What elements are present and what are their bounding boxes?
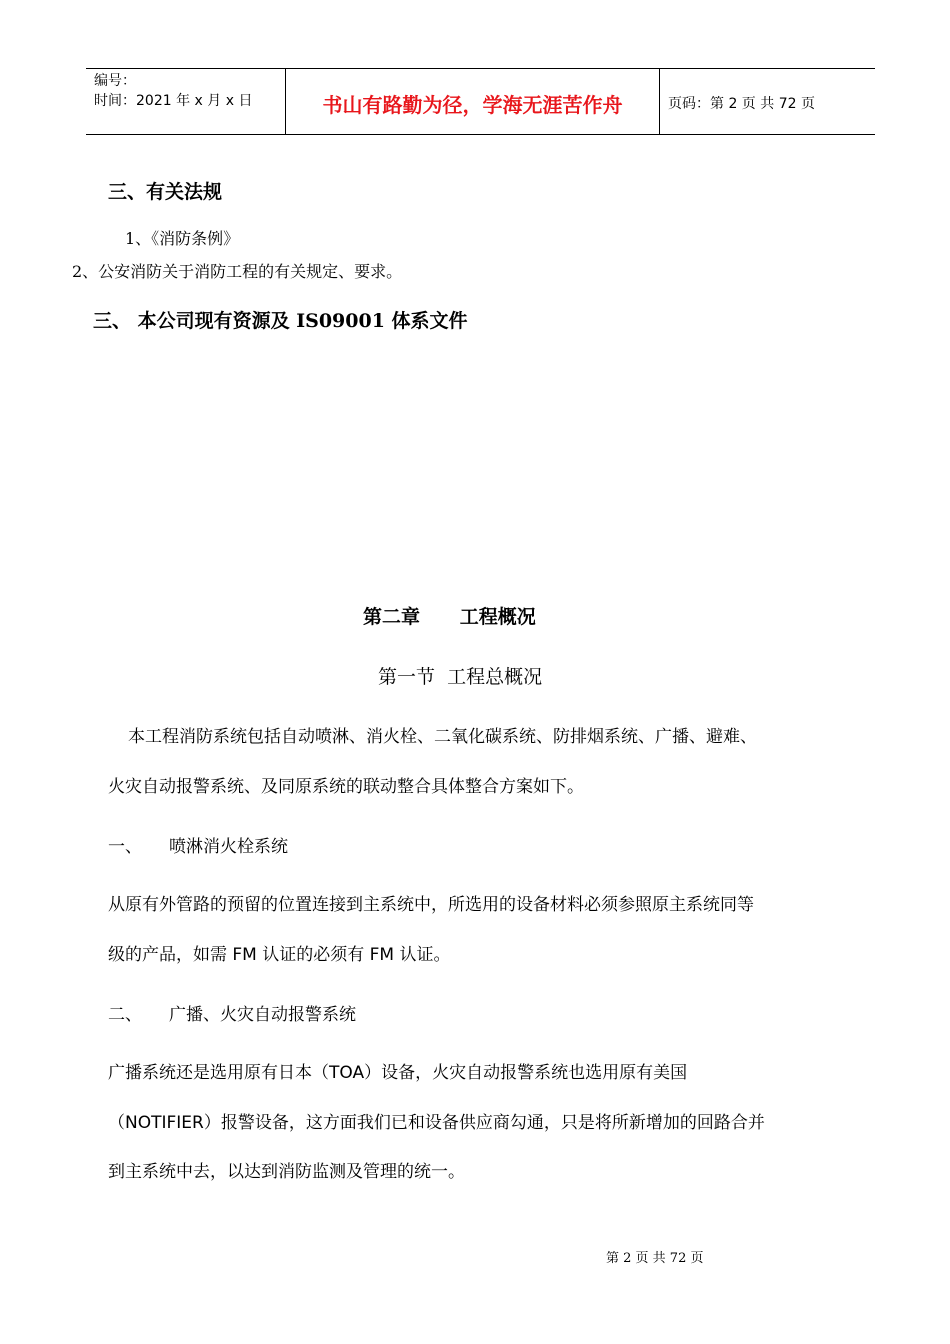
sub1-line-1: 从原有外管路的预留的位置连接到主系统中，所选用的设备材料必须参照原主系统同等	[108, 895, 754, 915]
regulations-item-2: 2、公安消防关于消防工程的有关规定、要求。	[72, 262, 403, 281]
header-left-cell	[94, 71, 252, 111]
intro-line-2: 火灾自动报警系统、及同原系统的联动整合具体整合方案如下。	[108, 777, 584, 797]
company-section-heading: 三、 本公司现有资源及 IS09001 体系文件	[93, 310, 468, 332]
sub1-heading: 一、 喷淋消火栓系统	[108, 837, 289, 857]
section-title: 第一节 工程总概况	[378, 666, 543, 688]
chapter-title: 第二章 工程概况	[363, 606, 536, 628]
sub2-line-3: 到主系统中去，以达到消防监测及管理的统一。	[108, 1162, 465, 1182]
header-page-info: 页码：第 2 页 共 72 页	[668, 96, 815, 112]
sub2-heading: 二、 广播、火灾自动报警系统	[108, 1005, 357, 1025]
sub2-line-2: （NOTIFIER）报警设备，这方面我们已和设备供应商勾通，只是将所新增加的回路合并	[108, 1113, 765, 1133]
number-label: 编号：	[94, 73, 136, 89]
header-table	[86, 68, 875, 135]
header-motto: 书山有路勤为径，学海无涯苦作舟	[322, 93, 623, 117]
header-divider-right	[659, 69, 660, 134]
time-label: 时间：2021 年 x 月 x 日	[94, 93, 253, 109]
intro-line-1: 本工程消防系统包括自动喷淋、消火栓、二氧化碳系统、防排烟系统、广播、避难、	[128, 727, 757, 747]
regulations-heading: 三、有关法规	[108, 181, 223, 203]
footer-page-info: 第 2 页 共 72 页	[606, 1251, 704, 1266]
sub1-line-2: 级的产品，如需 FM 认证的必须有 FM 认证。	[108, 945, 451, 965]
sub2-line-1: 广播系统还是选用原有日本（TOA）设备，火灾自动报警系统也选用原有美国	[108, 1063, 688, 1083]
regulations-item-1: 1、《消防条例》	[125, 229, 240, 248]
